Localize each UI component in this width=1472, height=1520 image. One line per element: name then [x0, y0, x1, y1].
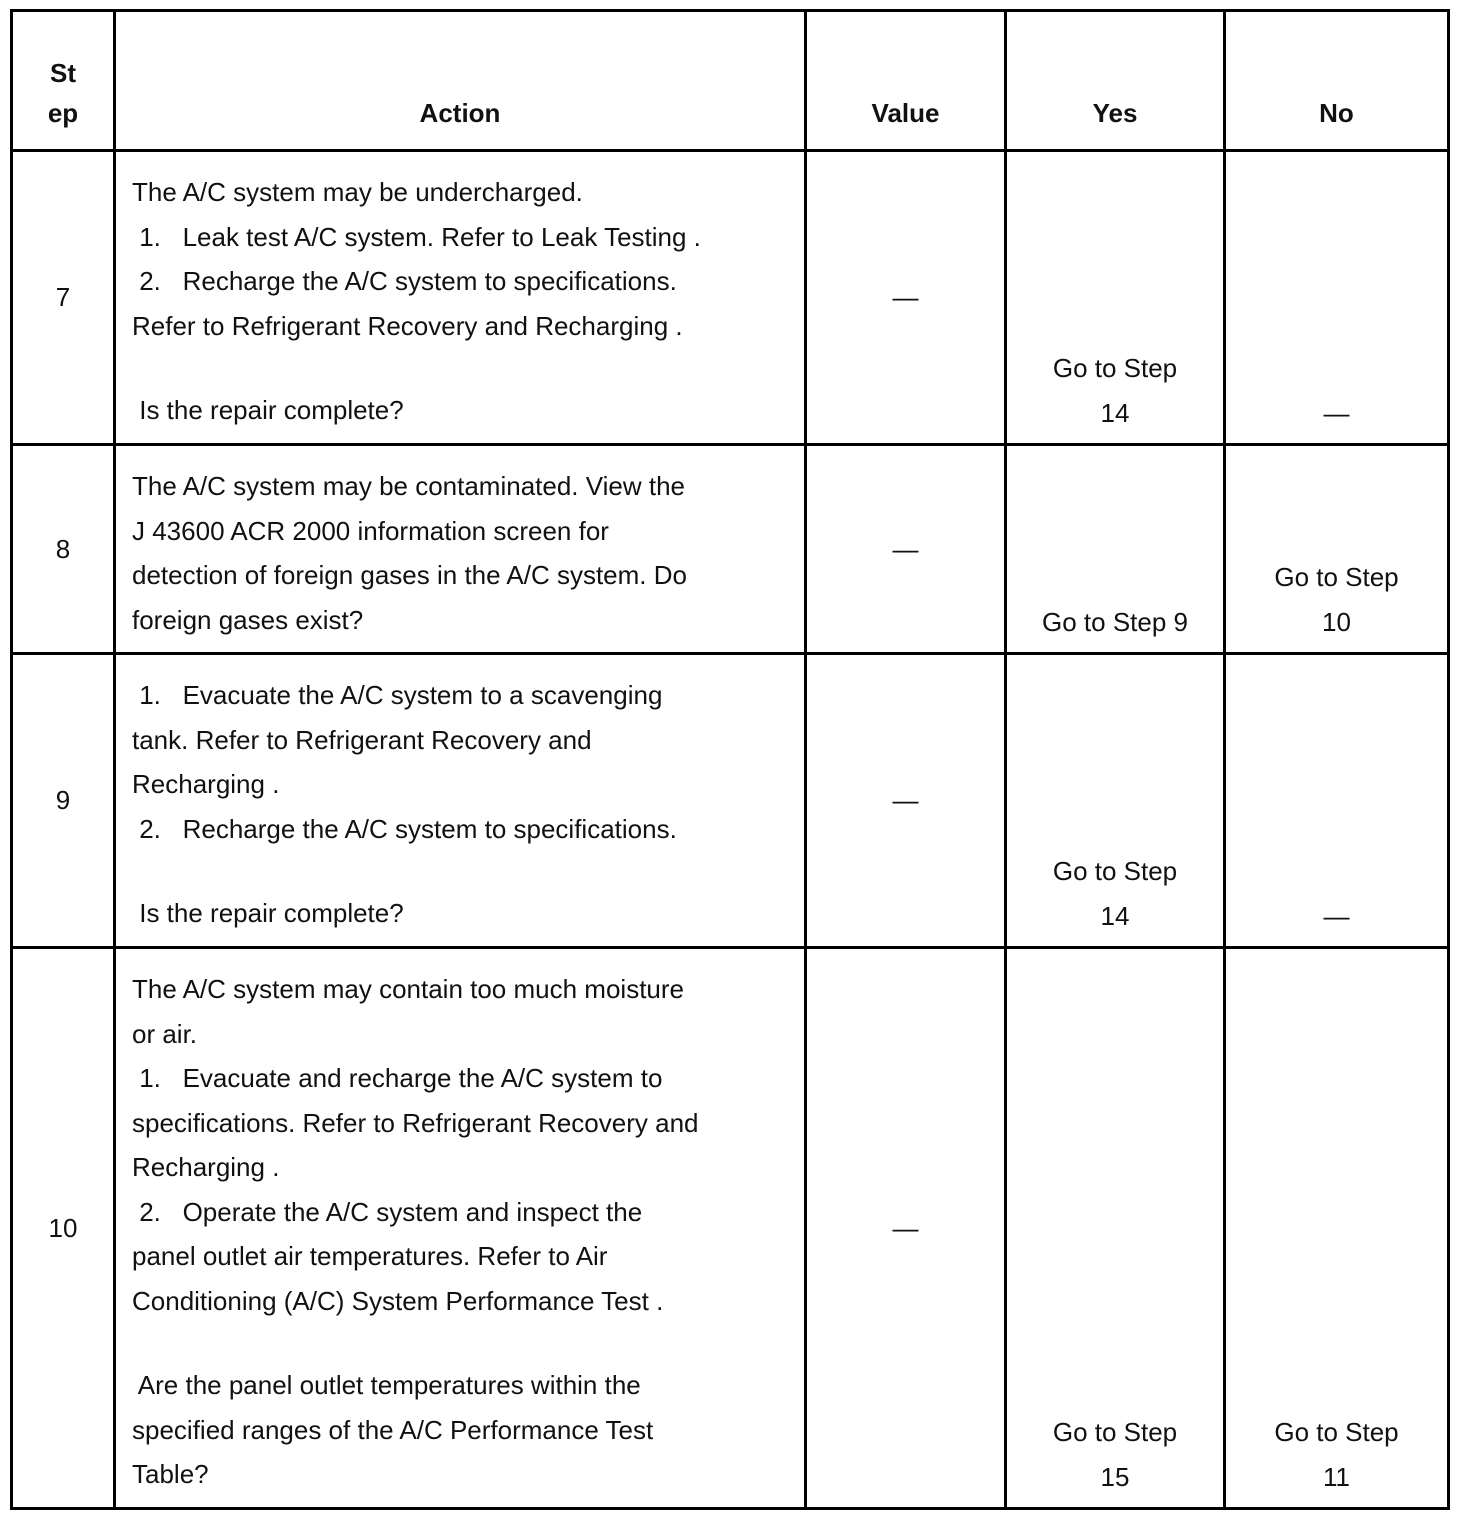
action-line: 2. Recharge the A/C system to specifications. — [132, 266, 677, 296]
action-line: detection of foreign gases in the A/C system. Do — [132, 560, 687, 590]
action-line: 1. Evacuate and recharge the A/C system to — [132, 1063, 663, 1093]
yes-cell — [1006, 654, 1225, 948]
header-value: Value — [806, 11, 1006, 151]
action-line: tank. Refer to Refrigerant Recovery and — [132, 724, 592, 755]
action-cell — [115, 948, 806, 1509]
action-line: foreign gases exist? — [132, 604, 364, 635]
header-yes: Yes — [1006, 11, 1225, 151]
no-outcome-line: Go to Step — [1274, 1417, 1399, 1447]
yes-outcome-line: Go to Step — [1052, 1417, 1178, 1447]
no-outcome-line: 10 — [1322, 606, 1351, 637]
action-spacer — [132, 348, 788, 388]
value-cell: — — [806, 151, 1006, 445]
action-line: The A/C system may be undercharged. — [132, 177, 583, 207]
value-cell: — — [806, 948, 1006, 1509]
step-number-cell: 7 — [12, 151, 115, 445]
action-line: 2. Recharge the A/C system to specifications. — [132, 813, 677, 844]
action-line: panel outlet air temperatures. Refer to Air — [132, 1241, 608, 1271]
question-line: Is the repair complete? — [132, 395, 404, 425]
action-line: specifications. Refer to Refrigerant Recovery and — [132, 1107, 699, 1138]
yes-cell — [1006, 948, 1225, 1509]
action-line: Recharging . — [132, 1152, 280, 1182]
action-line: The A/C system may be contaminated. View the — [132, 471, 686, 501]
action-cell — [115, 151, 806, 445]
action-cell — [115, 654, 806, 948]
action-line: 1. Leak test A/C system. Refer to Leak Testing . — [132, 221, 701, 252]
action-line: or air. — [132, 1018, 198, 1049]
yes-outcome-line: Go to Step — [1052, 353, 1178, 383]
no-outcome-line: — — [1323, 900, 1350, 931]
header-action: Action — [115, 11, 806, 151]
diagnostic-table — [10, 9, 1450, 1510]
no-cell — [1225, 948, 1449, 1509]
table-row — [12, 151, 1449, 445]
header-step — [12, 11, 115, 151]
value-cell: — — [806, 445, 1006, 654]
table-row — [12, 445, 1449, 654]
action-line: 1. Evacuate the A/C system to a scavenging — [132, 680, 663, 710]
question-line: Table? — [132, 1459, 209, 1489]
value-cell: — — [806, 654, 1006, 948]
action-spacer — [132, 1323, 788, 1363]
question-line: Are the panel outlet temperatures within the — [132, 1370, 641, 1400]
yes-outcome-line: Go to Step — [1052, 856, 1178, 886]
no-cell — [1225, 151, 1449, 445]
action-line: The A/C system may contain too much moisture — [132, 974, 684, 1004]
action-spacer — [132, 851, 788, 891]
no-outcome-line: 11 — [1323, 1461, 1350, 1492]
header-step-label: St ep — [47, 58, 79, 128]
question-line: specified ranges of the A/C Performance Test — [132, 1414, 654, 1445]
no-cell — [1225, 445, 1449, 654]
action-line: Refer to Refrigerant Recovery and Recharging . — [132, 310, 683, 341]
action-line: Conditioning (A/C) System Performance Test . — [132, 1285, 664, 1316]
action-cell — [115, 445, 806, 654]
step-number-cell: 8 — [12, 445, 115, 654]
yes-outcome-line: 14 — [1100, 900, 1130, 931]
action-line: 2. Operate the A/C system and inspect the — [132, 1196, 643, 1227]
header-row — [12, 11, 1449, 151]
step-number-cell: 10 — [12, 948, 115, 1509]
step-number-cell: 9 — [12, 654, 115, 948]
table-row — [12, 948, 1449, 1509]
no-outcome-line: — — [1323, 397, 1350, 428]
header-no: No — [1225, 11, 1449, 151]
yes-outcome-line: 15 — [1100, 1461, 1130, 1492]
yes-cell — [1006, 151, 1225, 445]
question-line: Is the repair complete? — [132, 898, 404, 928]
no-cell — [1225, 654, 1449, 948]
yes-outcome-line: 14 — [1100, 397, 1130, 428]
table-row — [12, 654, 1449, 948]
action-line: J 43600 ACR 2000 information screen for — [132, 515, 609, 546]
yes-cell — [1006, 445, 1225, 654]
yes-outcome-line: Go to Step 9 — [1042, 606, 1188, 637]
action-line: Recharging . — [132, 769, 280, 799]
no-outcome-line: Go to Step — [1274, 562, 1399, 592]
